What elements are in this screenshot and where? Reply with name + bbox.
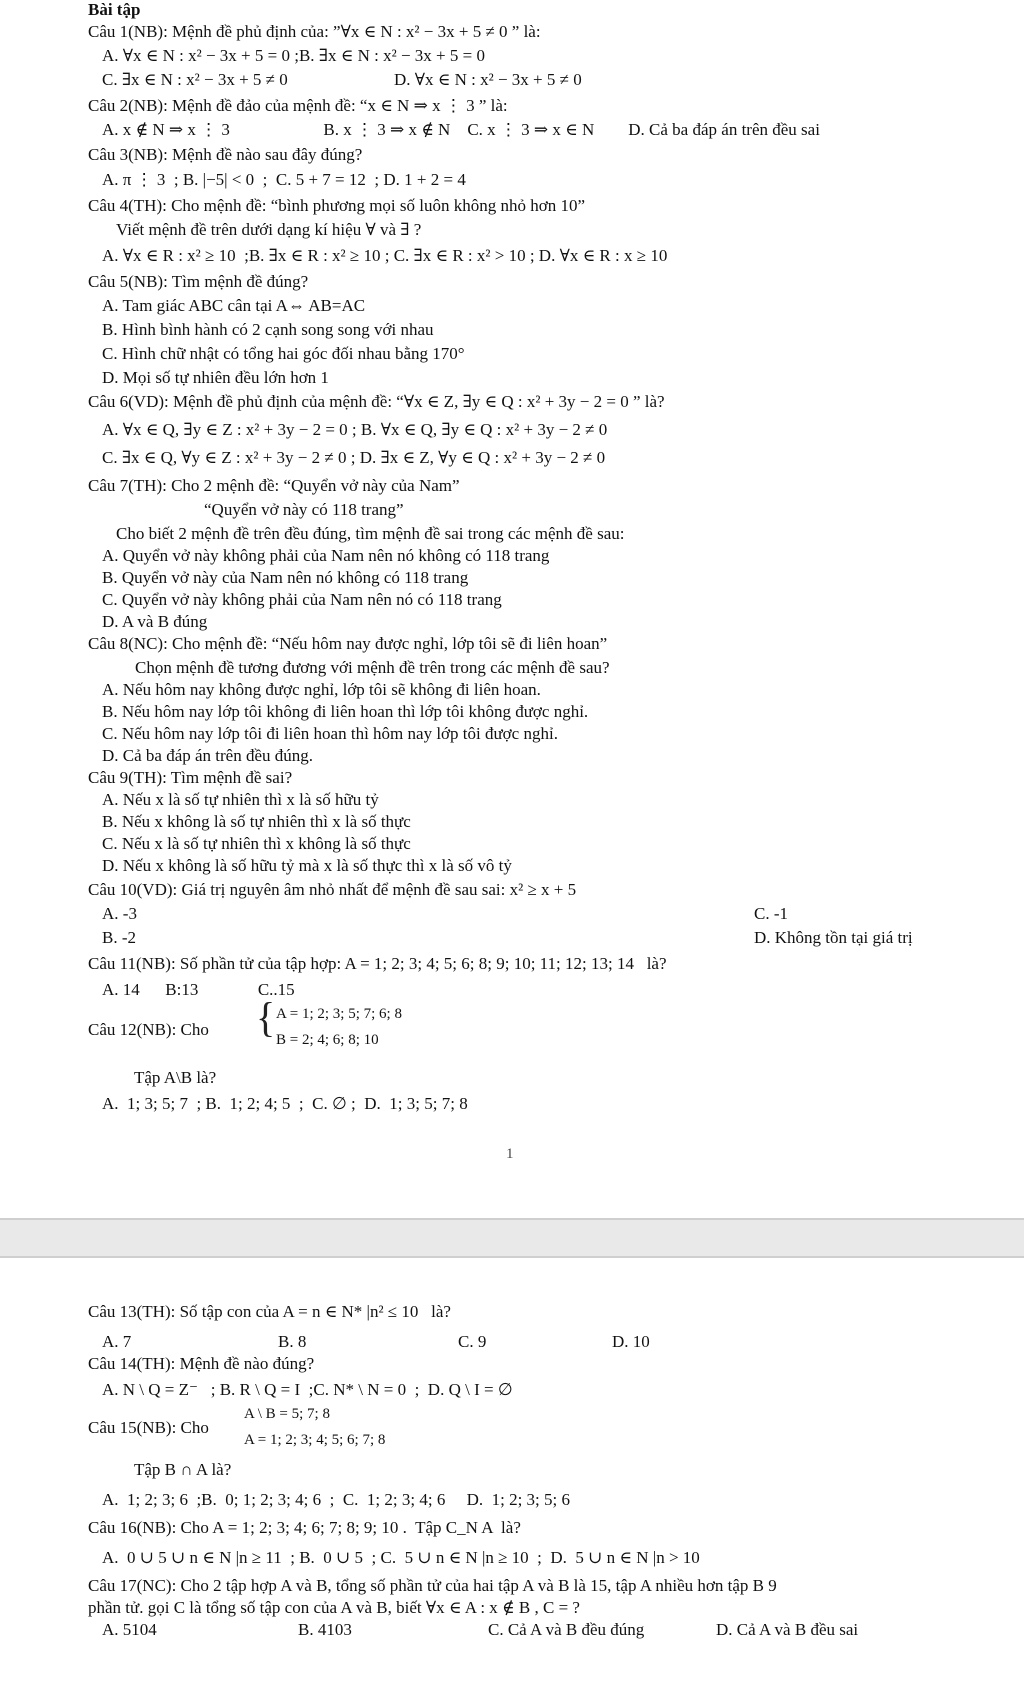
q17-option-b: B. 4103	[298, 1620, 352, 1639]
q14-stem: Câu 14(TH): Mệnh đề nào đúng?	[88, 1354, 315, 1373]
q4-instruction: Viết mệnh đề trên dưới dạng kí hiệu ∀ và ∃ ?	[116, 220, 422, 239]
q16-stem: Câu 16(NB): Cho A = 1; 2; 3; 4; 6; 7; 8; 9; 10 . Tập C_N A là?	[88, 1518, 521, 1537]
q10-option-a: A. -3	[102, 904, 137, 923]
q17-stem-continued: phần tử. gọi C là tổng số tập con của A và B, biết ∀x ∈ A : x ∉ B , C = ?	[88, 1598, 580, 1617]
q4-stem: Câu 4(TH): Cho mệnh đề: “bình phương mọi số luôn không nhỏ hơn 10”	[88, 196, 586, 215]
q4-options: A. ∀x ∈ R : x² ≥ 10 ;B. ∃x ∈ R : x² ≥ 10 ; C. ∃x ∈ R : x² > 10 ; D. ∀x ∈ R : x ≥ 10	[102, 246, 668, 265]
q17-stem: Câu 17(NC): Cho 2 tập hợp A và B, tổng số phần tử của hai tập A và B là 15, tập A nhiều hơn tập B 9	[88, 1576, 777, 1595]
q17-option-c: C. Cả A và B đều đúng	[488, 1620, 645, 1639]
q7-instruction: Cho biết 2 mệnh đề trên đều đúng, tìm mệnh đề sai trong các mệnh đề sau:	[116, 524, 625, 543]
q5-option-d: D. Mọi số tự nhiên đều lớn hơn 1	[102, 368, 329, 387]
q5-stem: Câu 5(NB): Tìm mệnh đề đúng?	[88, 272, 309, 291]
q17-option-d: D. Cả A và B đều sai	[716, 1620, 859, 1639]
q12-question: Tập A\B là?	[134, 1068, 217, 1087]
q13-option-d: D. 10	[612, 1332, 650, 1351]
q1-stem: Câu 1(NB): Mệnh đề phủ định của: ”∀x ∈ N : x² − 3x + 5 ≠ 0 ” là:	[88, 22, 541, 41]
q9-option-a: A. Nếu x là số tự nhiên thì x là số hữu tỷ	[102, 790, 379, 809]
q6-options-ab: A. ∀x ∈ Q, ∃y ∈ Z : x² + 3y − 2 = 0 ; B. ∀x ∈ Q, ∃y ∈ Q : x² + 3y − 2 ≠ 0	[102, 420, 608, 439]
q3-options: A. π ⋮ 3 ; B. |−5| < 0 ; C. 5 + 7 = 12 ; D. 1 + 2 = 4	[102, 170, 466, 189]
document-title: Bài tập	[88, 0, 141, 19]
q9-option-d: D. Nếu x không là số hữu tỷ mà x là số thực thì x là số vô tỷ	[102, 856, 512, 875]
q6-options-cd: C. ∃x ∈ Q, ∀y ∈ Z : x² + 3y − 2 ≠ 0 ; D. ∃x ∈ Z, ∀y ∈ Q : x² + 3y − 2 ≠ 0	[102, 448, 606, 467]
q12-stem: Câu 12(NB): Cho	[88, 1020, 209, 1039]
q14-options: A. N \ Q = Z⁻ ; B. R \ Q = I ;C. N* \ N = 0 ; D. Q \ I = ∅	[102, 1380, 513, 1399]
q8-stem: Câu 8(NC): Cho mệnh đề: “Nếu hôm nay được nghỉ, lớp tôi sẽ đi liên hoan”	[88, 634, 608, 653]
q15-options: A. 1; 2; 3; 6 ;B. 0; 1; 2; 3; 4; 6 ; C. 1; 2; 3; 4; 6 D. 1; 2; 3; 5; 6	[102, 1490, 570, 1509]
q9-option-c: C. Nếu x là số tự nhiên thì x không là số thực	[102, 834, 411, 853]
q15-stem: Câu 15(NB): Cho	[88, 1418, 209, 1437]
q12-options: A. 1; 3; 5; 7 ; B. 1; 2; 4; 5 ; C. ∅ ; D. 1; 3; 5; 7; 8	[102, 1094, 468, 1113]
q10-option-c: C. -1	[754, 904, 788, 923]
q6-stem: Câu 6(VD): Mệnh đề phủ định của mệnh đề: “∀x ∈ Z, ∃y ∈ Q : x² + 3y − 2 = 0 ” là?	[88, 392, 665, 411]
q9-stem: Câu 9(TH): Tìm mệnh đề sai?	[88, 768, 293, 787]
q5-option-c: C. Hình chữ nhật có tổng hai góc đối nhau bằng 170°	[102, 344, 465, 363]
q7-stem: Câu 7(TH): Cho 2 mệnh đề: “Quyển vở này của Nam”	[88, 476, 460, 495]
q15-question: Tập B ∩ A là?	[134, 1460, 232, 1479]
q8-option-d: D. Cả ba đáp án trên đều đúng.	[102, 746, 314, 765]
q13-option-b: B. 8	[278, 1332, 307, 1351]
q12-set-a: A = 1; 2; 3; 5; 7; 6; 8	[276, 1006, 402, 1022]
q7-option-d: D. A và B đúng	[102, 612, 208, 631]
q8-option-a: A. Nếu hôm nay không được nghỉ, lớp tôi sẽ không đi liên hoan.	[102, 680, 541, 699]
q8-option-c: C. Nếu hôm nay lớp tôi đi liên hoan thì hôm nay lớp tôi được nghỉ.	[102, 724, 558, 743]
q16-options: A. 0 ∪ 5 ∪ n ∈ N |n ≥ 11 ; B. 0 ∪ 5 ; C. 5 ∪ n ∈ N |n ≥ 10 ; D. 5 ∪ n ∈ N |n > 10	[102, 1548, 700, 1567]
q12-set-b: B = 2; 4; 6; 8; 10	[276, 1032, 379, 1048]
q7-statement-2: “Quyển vở này có 118 trang”	[204, 500, 404, 519]
q13-stem: Câu 13(TH): Số tập con của A = n ∈ N* |n² ≤ 10 là?	[88, 1302, 451, 1321]
q5-option-b: B. Hình bình hành có 2 cạnh song song với nhau	[102, 320, 434, 339]
page-separator	[0, 1218, 1024, 1258]
page-number: 1	[506, 1146, 514, 1162]
q12-brace: {	[256, 993, 276, 1042]
q5-option-a: A. Tam giác ABC cân tại A⇔ AB=AC	[102, 296, 366, 315]
q9-option-b: B. Nếu x không là số tự nhiên thì x là số thực	[102, 812, 411, 831]
q1-options-ab: A. ∀x ∈ N : x² − 3x + 5 = 0 ;B. ∃x ∈ N : x² − 3x + 5 = 0	[102, 46, 485, 65]
q13-option-a: A. 7	[102, 1332, 132, 1351]
q11-stem: Câu 11(NB): Số phần tử của tập hợp: A = 1; 2; 3; 4; 5; 6; 8; 9; 10; 11; 12; 13; 14 là?	[88, 954, 667, 973]
q3-stem: Câu 3(NB): Mệnh đề nào sau đây đúng?	[88, 145, 363, 164]
q7-option-c: C. Quyển vở này không phải của Nam nên nó có 118 trang	[102, 590, 502, 609]
q7-option-a: A. Quyển vở này không phải của Nam nên nó không có 118 trang	[102, 546, 550, 565]
q10-stem: Câu 10(VD): Giá trị nguyên âm nhỏ nhất để mệnh đề sau sai: x² ≥ x + 5	[88, 880, 577, 899]
q10-option-b: B. -2	[102, 928, 136, 947]
q13-option-c: C. 9	[458, 1332, 487, 1351]
q15-condition-1: A \ B = 5; 7; 8	[244, 1406, 330, 1422]
q2-stem: Câu 2(NB): Mệnh đề đảo của mệnh đề: “x ∈ N ⇒ x ⋮ 3 ” là:	[88, 96, 508, 115]
q17-option-a: A. 5104	[102, 1620, 157, 1639]
q10-option-d: D. Không tồn tại giá trị	[754, 928, 913, 947]
q7-option-b: B. Quyển vở này của Nam nên nó không có 118 trang	[102, 568, 469, 587]
q1-options-cd: C. ∃x ∈ N : x² − 3x + 5 ≠ 0 D. ∀x ∈ N : x² − 3x + 5 ≠ 0	[102, 70, 582, 89]
q8-option-b: B. Nếu hôm nay lớp tôi không đi liên hoan thì lớp tôi không được nghỉ.	[102, 702, 589, 721]
q8-instruction: Chọn mệnh đề tương đương với mệnh đề trên trong các mệnh đề sau?	[135, 658, 610, 677]
q15-condition-2: A = 1; 2; 3; 4; 5; 6; 7; 8	[244, 1432, 386, 1448]
q2-options: A. x ∉ N ⇒ x ⋮ 3 B. x ⋮ 3 ⇒ x ∉ N C. x ⋮ 3 ⇒ x ∈ N D. Cả ba đáp án trên đều sai	[102, 120, 820, 139]
q11-options: A. 14 B:13 C..15	[102, 980, 295, 999]
page-2	[0, 1258, 1024, 1699]
